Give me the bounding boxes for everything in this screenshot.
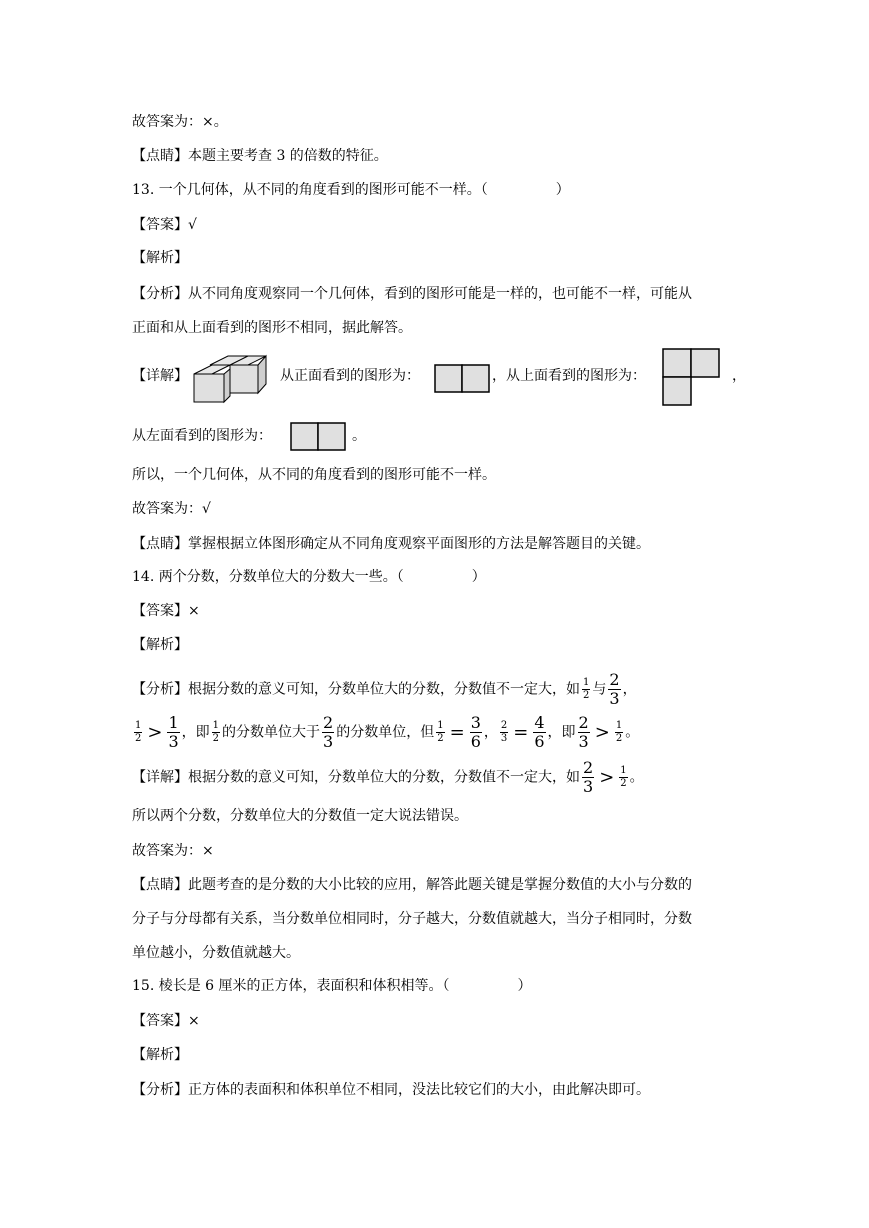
final-answer-13: 故答案为：√ (132, 501, 211, 517)
greater-than: > (147, 721, 163, 743)
fraction-1-2: $\frac{1}{2}$ (583, 677, 590, 701)
fraction-2-3: $\frac{2}{3}$ (500, 720, 508, 744)
detail-13-label: 【详解】 (132, 368, 188, 384)
conclusion-13: 所以，一个几何体，从不同的角度看到的图形可能不一样。 (132, 467, 496, 483)
question-14-text: 14. 两个分数，分数单位大的分数大一些。（ (132, 569, 404, 585)
analysis-14-line-2 (132, 715, 639, 750)
key-point-13: 【点睛】掌握根据立体图形确定从不同角度观察平面图形的方法是解答题目的关键。 (132, 536, 650, 552)
analysis-13-line-1: 【分析】从不同角度观察同一个几何体，看到的图形可能是一样的，也可能不一样，可能从 (132, 286, 692, 302)
answer-line: 故答案为：×。 (132, 114, 228, 130)
final-answer-14: 故答案为：× (132, 843, 214, 859)
analysis-15-heading: 【解析】 (132, 1047, 188, 1063)
greater-than: > (594, 721, 610, 743)
punct: ， (483, 724, 498, 741)
fraction-1-2: $\frac{1}{2}$ (615, 720, 623, 744)
greater-than: > (599, 766, 615, 788)
key-point-14-line-3: 单位越小，分数值就越大。 (132, 945, 300, 961)
text: 的分数单位，但 (336, 724, 435, 741)
paren-close: ） (471, 569, 486, 585)
cube-solid-figure (190, 352, 272, 404)
key-point-line: 【点睛】本题主要考查 3 的倍数的特征。 (132, 148, 388, 164)
fraction-2-3: $\frac{2}{3}$ (583, 758, 594, 796)
fraction-1-3: $\frac{1}{3}$ (168, 713, 179, 751)
top-view-figure (662, 348, 722, 408)
conclusion-14: 所以两个分数，分数单位大的分数值一定大说法错误。 (132, 808, 468, 824)
punct: 。 (625, 724, 640, 741)
analysis-14-heading: 【解析】 (132, 637, 188, 653)
question-13 (132, 180, 570, 200)
detail-13-left-text: 从左面看到的图形为： (132, 428, 272, 444)
question-14 (132, 567, 486, 587)
question-13-text: 13. 一个几何体，从不同的角度看到的图形可能不一样。（ (132, 182, 488, 198)
fraction-2-3: $\frac{2}{3}$ (323, 713, 334, 751)
key-point-14-line-1: 【点睛】此题考查的是分数的大小比较的应用，解答此题关键是掌握分数值的大小与分数的 (132, 877, 692, 893)
connector-text: 与 (592, 681, 607, 698)
fraction-1-2: $\frac{1}{2}$ (620, 765, 627, 789)
detail-14 (132, 760, 644, 795)
fraction-1-2: $\frac{1}{2}$ (212, 720, 220, 744)
detail-13-end: 。 (352, 428, 366, 444)
detail-13-front-text: 从正面看到的图形为： (280, 368, 420, 384)
fraction-1-2: $\frac{1}{2}$ (135, 720, 142, 744)
answer-15: 【答案】× (132, 1013, 200, 1029)
answer-14: 【答案】× (132, 603, 200, 619)
equals: = (513, 721, 529, 743)
text: ，即 (547, 724, 576, 741)
equals: = (449, 721, 465, 743)
fraction-1-2: $\frac{1}{2}$ (437, 720, 444, 744)
fraction-2-3: $\frac{2}{3}$ (578, 713, 589, 751)
fraction-3-6: $\frac{3}{6}$ (470, 713, 481, 751)
text: ，即 (181, 724, 210, 741)
detail-13-comma: ， (732, 368, 746, 384)
analysis-13-line-2: 正面和从上面看到的图形不相同，据此解答。 (132, 320, 412, 336)
fraction-4-6: $\frac{4}{6}$ (534, 713, 545, 751)
question-15-text: 15. 棱长是 6 厘米的正方体，表面积和体积相等。（ (132, 978, 450, 994)
paren-close: ） (555, 182, 570, 198)
answer-13: 【答案】√ (132, 217, 197, 233)
front-view-figure (434, 364, 492, 394)
punct: 。 (629, 769, 644, 786)
fraction-2-3: $\frac{2}{3}$ (609, 670, 620, 708)
question-15 (132, 976, 532, 996)
left-view-figure (290, 422, 348, 452)
analysis-14-line-1 (132, 672, 637, 707)
detail-13-top-text: ，从上面看到的图形为： (492, 368, 646, 384)
analysis-15: 【分析】正方体的表面积和体积单位不相同，没法比较它们的大小，由此解决即可。 (132, 1082, 650, 1098)
analysis-13-heading: 【解析】 (132, 250, 188, 266)
paren-close: ） (517, 978, 532, 994)
detail-14-text: 【详解】根据分数的意义可知，分数单位大的分数，分数值不一定大，如 (132, 769, 580, 786)
text: 的分数单位大于 (222, 724, 321, 741)
punct: ， (622, 681, 637, 698)
analysis-14-text: 【分析】根据分数的意义可知，分数单位大的分数，分数值不一定大，如 (132, 681, 580, 698)
key-point-14-line-2: 分子与分母都有关系，当分数单位相同时，分子越大，分数值就越大，当分子相同时，分数 (132, 911, 692, 927)
